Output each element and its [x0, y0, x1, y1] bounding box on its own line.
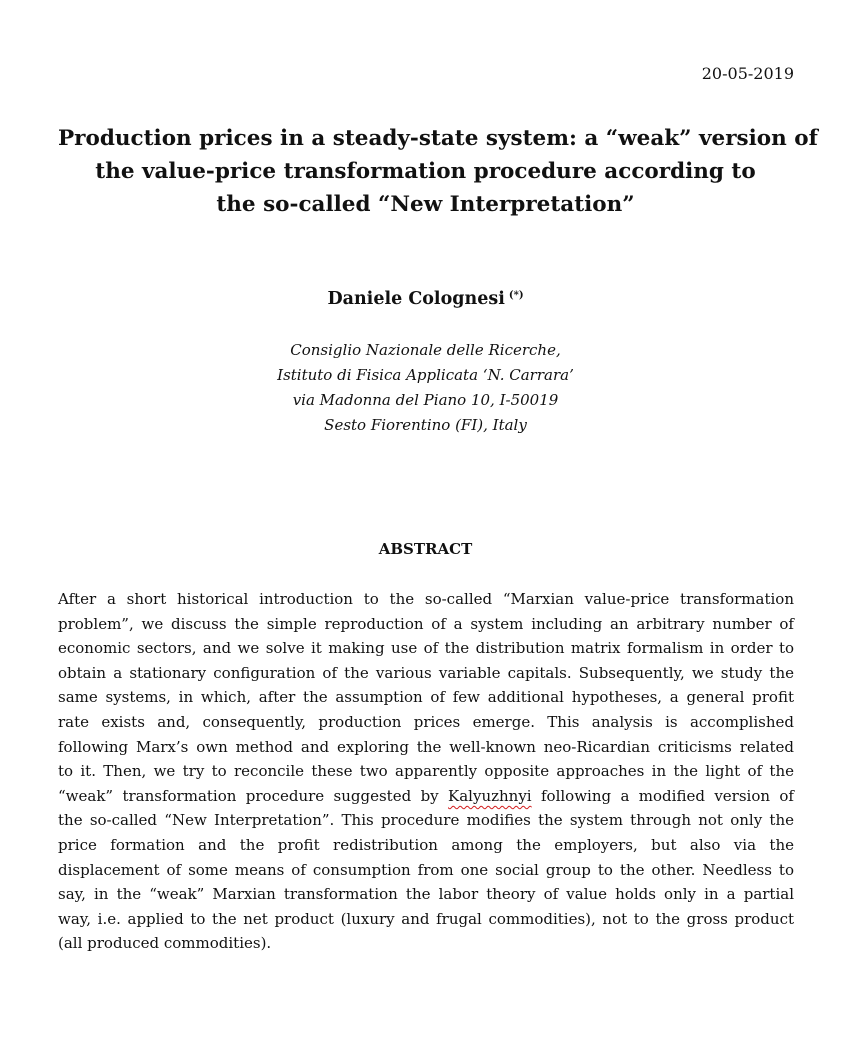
abstract-text: following a modified version of	[531, 786, 794, 805]
title-line: Production prices in a steady-state system: a “weak” version of	[58, 126, 818, 151]
abstract-line: obtain a stationary configuration of the various variable capitals. Subsequently, we study the	[58, 663, 794, 682]
paper-title	[58, 122, 818, 221]
date-stamp: 20-05-2019	[701, 64, 794, 83]
author-line	[58, 284, 793, 311]
affiliation-line: Istituto di Fisica Applicata ‘N. Carrara’	[277, 366, 574, 384]
abstract-line: (all produced commodities).	[58, 934, 272, 953]
spellcheck-marked-word[interactable]: Kalyuzhnyi	[448, 786, 532, 805]
abstract-line: price formation and the profit redistribution among the employers, but also via the	[58, 835, 794, 854]
affiliation-line: via Madonna del Piano 10, I-50019	[292, 391, 559, 409]
title-line: the so-called “New Interpretation”	[216, 192, 635, 217]
affiliation-line: Sesto Fiorentino (FI), Italy	[324, 416, 527, 434]
abstract-line: rate exists and, consequently, production prices emerge. This analysis is accomplished	[58, 712, 794, 731]
abstract-line: following Marx’s own method and exploring the well-known neo-Ricardian criticisms related	[58, 737, 794, 756]
abstract-line: same systems, in which, after the assumption of few additional hypotheses, a general profit	[58, 688, 794, 707]
affiliation-line: Consiglio Nazionale delle Ricerche,	[290, 341, 561, 359]
author-name: Daniele Colognesi	[327, 289, 505, 309]
abstract-line: say, in the “weak” Marxian transformation the labor theory of value holds only in a partial	[58, 885, 794, 904]
abstract-line: problem”, we discuss the simple reproduction of a system including an arbitrary number of	[58, 614, 794, 633]
abstract-heading: ABSTRACT	[378, 540, 473, 558]
abstract-line: displacement of some means of consumption from one social group to the other. Needless to	[58, 860, 794, 879]
abstract-line: way, i.e. applied to the net product (luxury and frugal commodities), not to the gross product	[58, 909, 794, 928]
affiliation	[58, 338, 793, 438]
abstract-line: to it. Then, we try to reconcile these two apparently opposite approaches in the light of the	[58, 762, 794, 781]
abstract-text: “weak” transformation procedure suggested by	[58, 786, 449, 805]
abstract-line: economic sectors, and we solve it making use of the distribution matrix formalism in order to	[58, 639, 794, 658]
abstract-body	[58, 587, 794, 956]
title-line: the value-price transformation procedure according to	[95, 159, 756, 184]
author-footnote-mark[interactable]: (*)	[508, 290, 524, 301]
abstract-line: After a short historical introduction to the so-called “Marxian value-price transformation	[58, 590, 794, 608]
abstract-line: the so-called “New Interpretation”. This procedure modifies the system through not only the	[58, 811, 794, 830]
abstract-line	[58, 784, 794, 809]
